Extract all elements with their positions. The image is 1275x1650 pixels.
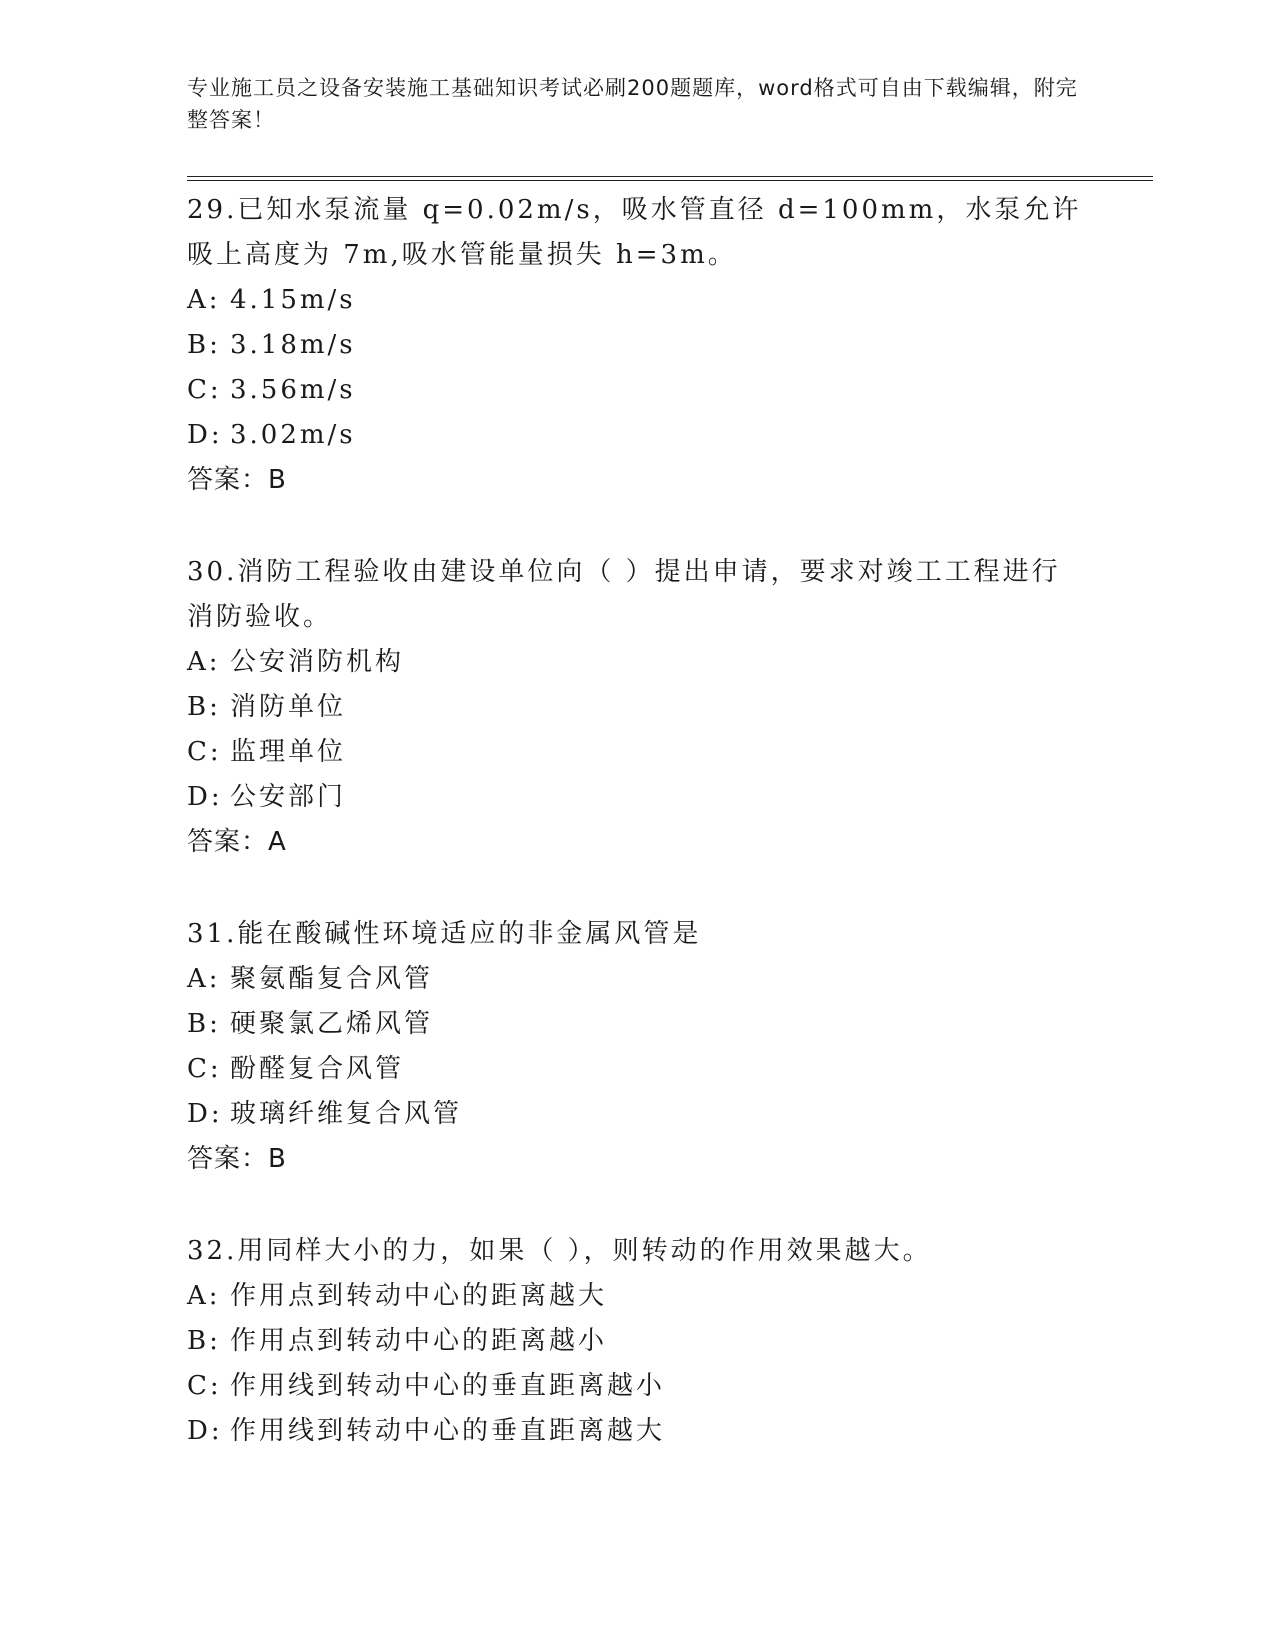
option-letter: D: [187,420,223,450]
option-letter: A: [187,285,221,315]
option-text: 硬聚氯乙烯风管 [230,1009,434,1039]
option-letter: B: [187,692,221,722]
option-d [187,775,1087,820]
option-text: 公安消防机构 [230,647,405,677]
answer-line: 答案：B [187,465,287,495]
option-d [187,1092,1087,1137]
option-a [187,957,1087,1002]
option-a [187,640,1087,685]
option-text: 作用点到转动中心的距离越大 [230,1281,608,1311]
option-b [187,323,1087,368]
option-text: 3.18m/s [230,330,356,360]
option-c [187,1364,1087,1409]
option-b [187,1002,1087,1047]
option-d [187,413,1087,458]
option-letter: C: [187,375,222,405]
option-letter: C: [187,1054,222,1084]
option-letter: A: [187,647,221,677]
option-text: 作用线到转动中心的垂直距离越小 [230,1371,666,1401]
option-letter: A: [187,964,221,994]
option-a [187,1274,1087,1319]
question-32 [187,1229,1087,1454]
question-29 [187,188,1087,503]
question-31 [187,912,1087,1182]
document-header: 专业施工员之设备安装施工基础知识考试必刷200题题库，word格式可自由下载编辑，附完整答案！ [187,76,1078,132]
question-stem: 29.已知水泵流量 q=0.02m/s，吸水管直径 d=100mm，水泵允许吸上高度为 7m,吸水管能量损失 h=3m。 [187,195,1082,270]
option-text: 作用点到转动中心的距离越小 [230,1326,608,1356]
option-text: 3.02m/s [230,420,356,450]
option-b [187,685,1087,730]
option-letter: B: [187,1326,221,1356]
option-b [187,1319,1087,1364]
option-text: 4.15m/s [230,285,356,315]
option-text: 公安部门 [230,782,347,812]
option-c [187,730,1087,775]
option-letter: D: [187,1416,223,1446]
option-text: 聚氨酯复合风管 [230,964,434,994]
option-text: 3.56m/s [230,375,356,405]
option-text: 作用线到转动中心的垂直距离越大 [230,1416,666,1446]
option-letter: A: [187,1281,221,1311]
option-letter: D: [187,782,223,812]
question-list [187,188,1087,1501]
option-text: 监理单位 [230,737,347,767]
answer-line: 答案：A [187,827,287,857]
option-letter: C: [187,737,222,767]
question-stem: 31.能在酸碱性环境适应的非金属风管是 [187,919,702,949]
option-letter: B: [187,1009,221,1039]
option-c [187,368,1087,413]
question-30 [187,550,1087,865]
option-letter: C: [187,1371,222,1401]
option-d [187,1409,1087,1454]
option-letter: D: [187,1099,223,1129]
option-text: 酚醛复合风管 [230,1054,405,1084]
question-stem: 32.用同样大小的力，如果（ ），则转动的作用效果越大。 [187,1236,932,1266]
answer-line: 答案：B [187,1144,287,1174]
question-stem: 30.消防工程验收由建设单位向（ ）提出申请，要求对竣工工程进行消防验收。 [187,557,1061,632]
header-double-rule [187,176,1153,181]
option-text: 玻璃纤维复合风管 [230,1099,463,1129]
option-a [187,278,1087,323]
option-c [187,1047,1087,1092]
option-letter: B: [187,330,221,360]
option-text: 消防单位 [230,692,347,722]
